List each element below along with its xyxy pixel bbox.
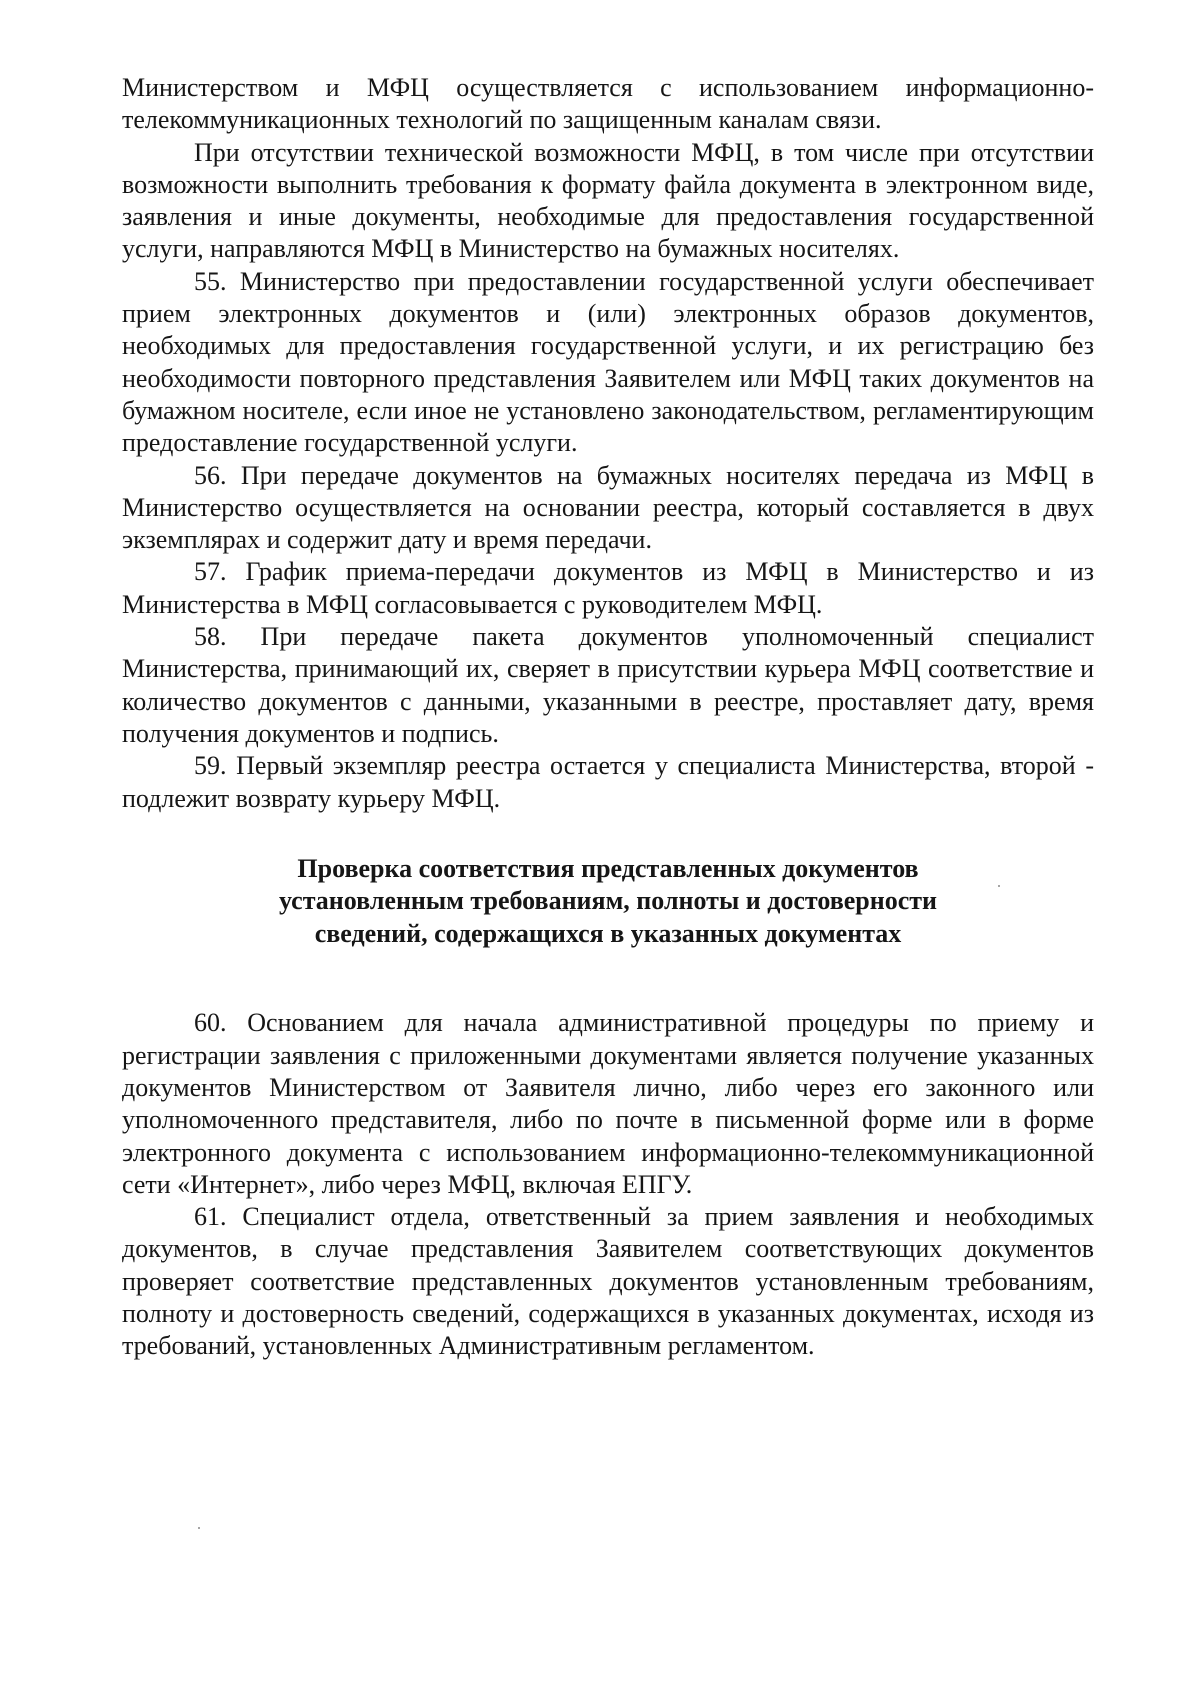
- paragraph-57: 57. График приема-передачи документов из МФЦ в Министерство и из Министерства в МФЦ согласовывается с руководителем МФЦ.: [122, 557, 1094, 619]
- section-heading-line: сведений, содержащихся в указанных документах: [314, 918, 902, 948]
- document-body: [122, 72, 1094, 1363]
- scan-speck: [198, 1527, 200, 1529]
- paragraph-continuation: Министерством и МФЦ осуществляется с использованием информационно-телекоммуникационных технологий по защищенным каналам связи.: [122, 73, 1094, 135]
- section-heading: [122, 853, 1094, 951]
- paragraph-56: 56. При передаче документов на бумажных носителях передача из МФЦ в Министерство осуществляется на основании реестра, который составляется в двух экземплярах и содержит дату и время передачи.: [122, 460, 1094, 555]
- paragraph-61: 61. Специалист отдела, ответственный за прием заявления и необходимых документов, в случае представления Заявителем соответствующих документов проверяет соответствие представленных документов установленным требованиям, полноту и достоверность сведений, содержащихся в указанных документах, исходя из требований, установленных Административным регламентом.: [122, 1202, 1094, 1361]
- paragraph-no-technical-possibility: При отсутствии технической возможности МФЦ, в том числе при отсутствии возможности выполнить требования к формату файла документа в электронном виде, заявления и иные документы, необходимые для предоставления государственной услуги, направляются МФЦ в Министерство на бумажных носителях.: [122, 137, 1094, 264]
- paragraph-55: 55. Министерство при предоставлении государственной услуги обеспечивает прием электронных документов и (или) электронных образов документов, необходимых для предоставления государственной услуги, и их регистрацию без необходимости повторного представления Заявителем или МФЦ таких документов на бумажном носителе, если иное не установлено законодательством, регламентирующим предоставление государственной услуги.: [122, 266, 1094, 458]
- section-heading-line: Проверка соответствия представленных документов: [297, 853, 919, 883]
- paragraph-59: 59. Первый экземпляр реестра остается у специалиста Министерства, второй - подлежит возврату курьеру МФЦ.: [122, 751, 1094, 813]
- paragraph-58: 58. При передаче пакета документов уполномоченный специалист Министерства, принимающий их, сверяет в присутствии курьера МФЦ соответствие и количество документов с данными, указанными в реестре, проставляет дату, время получения документов и подпись.: [122, 622, 1094, 748]
- scan-speck: [998, 885, 1000, 887]
- paragraph-60: 60. Основанием для начала административной процедуры по приему и регистрации заявления с приложенными документами является получение указанных документов Министерством от Заявителя лично, либо через его законного или уполномоченного представителя, либо по почте в письменной форме или в форме электронного документа с использованием информационно-телекоммуникационной сети «Интернет», либо через МФЦ, включая ЕПГУ.: [122, 1008, 1094, 1199]
- section-heading-line: установленным требованиям, полноты и достоверности: [278, 886, 938, 916]
